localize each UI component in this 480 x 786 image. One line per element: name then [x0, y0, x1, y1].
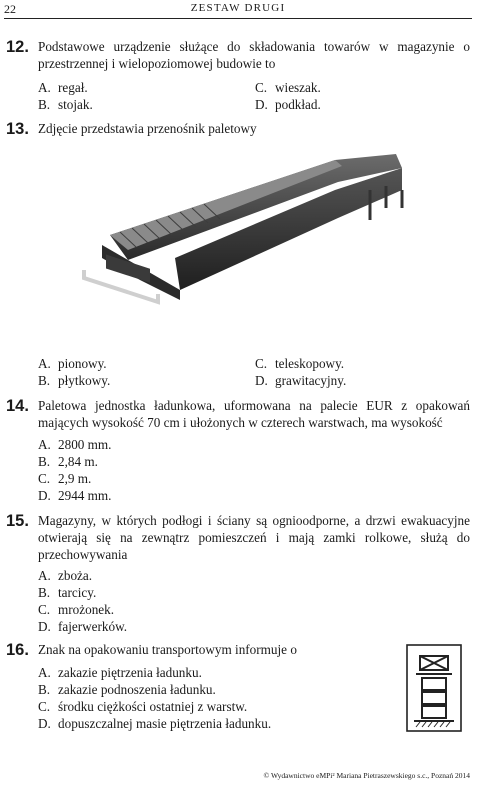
option-b[interactable]	[38, 681, 216, 698]
option-d[interactable]	[38, 715, 271, 732]
option-a[interactable]	[38, 436, 111, 453]
option-text: zakazie podnoszenia ładunku.	[58, 682, 216, 697]
question-14	[6, 397, 470, 431]
option-letter: D.	[255, 373, 268, 388]
option-text: tarcicy.	[58, 585, 97, 600]
option-d[interactable]	[38, 618, 127, 635]
option-d[interactable]	[38, 487, 111, 504]
question-12	[6, 38, 470, 72]
option-letter: B.	[38, 454, 51, 469]
option-text: regał.	[58, 80, 88, 95]
question-number: 16.	[6, 641, 29, 659]
option-a[interactable]	[38, 355, 107, 372]
question-number: 12.	[6, 38, 29, 56]
option-b[interactable]	[38, 96, 93, 113]
question-text: Magazyny, w których podłogi i ściany są ognioodporne, a drzwi ewakuacyjne otwierają się na zewnątrz pomieszczeń i mają zamki rolkowe, służą do przechowywania	[38, 513, 470, 562]
option-letter: A.	[38, 356, 51, 371]
option-b[interactable]	[38, 453, 98, 470]
option-letter: C.	[38, 602, 51, 617]
question-number: 15.	[6, 512, 29, 530]
option-letter: A.	[38, 437, 51, 452]
option-c[interactable]	[255, 355, 344, 372]
option-text: podkład.	[275, 97, 321, 112]
question-number: 14.	[6, 397, 29, 415]
option-letter: A.	[38, 665, 51, 680]
stacking-limit-symbol-icon	[406, 644, 462, 732]
question-text: Znak na opakowaniu transportowym informuje o	[38, 642, 297, 657]
option-letter: D.	[38, 619, 51, 634]
option-c[interactable]	[38, 601, 114, 618]
option-text: 2944 mm.	[58, 488, 112, 503]
option-text: mrożonek.	[58, 602, 115, 617]
section-title: ZESTAW DRUGI	[190, 2, 286, 14]
question-16	[6, 641, 380, 658]
option-text: teleskopowy.	[275, 356, 345, 371]
option-text: pionowy.	[58, 356, 107, 371]
page-number: 22	[4, 2, 16, 16]
option-text: 2800 mm.	[58, 437, 112, 452]
option-d[interactable]	[255, 372, 346, 389]
option-text: stojak.	[58, 97, 93, 112]
option-text: zboża.	[58, 568, 93, 583]
option-letter: B.	[38, 585, 51, 600]
option-text: 2,84 m.	[58, 454, 98, 469]
option-letter: D.	[38, 488, 51, 503]
option-a[interactable]	[38, 664, 202, 681]
option-letter: B.	[38, 97, 51, 112]
option-text: wieszak.	[275, 80, 321, 95]
option-letter: C.	[255, 356, 268, 371]
option-text: 2,9 m.	[58, 471, 92, 486]
question-text: Paletowa jednostka ładunkowa, uformowana na palecie EUR z opakowań mających wysokość 70 cm i ułożonych w czterech warstwach, ma wysokość	[38, 398, 470, 430]
question-text: Zdjęcie przedstawia przenośnik paletowy	[38, 121, 257, 136]
option-letter: B.	[38, 373, 51, 388]
option-text: zakazie piętrzenia ładunku.	[58, 665, 202, 680]
option-letter: D.	[38, 716, 51, 731]
copyright-footer: © Wydawnictwo eMPi² Mariana Pietraszewskiego s.c., Poznań 2014	[263, 771, 470, 780]
option-letter: C.	[38, 699, 51, 714]
page-header	[4, 2, 472, 19]
option-a[interactable]	[38, 567, 92, 584]
option-letter: C.	[255, 80, 268, 95]
option-letter: C.	[38, 471, 51, 486]
option-letter: A.	[38, 568, 51, 583]
option-letter: D.	[255, 97, 268, 112]
option-a[interactable]	[38, 79, 88, 96]
option-letter: B.	[38, 682, 51, 697]
question-15	[6, 512, 470, 563]
question-number: 13.	[6, 120, 29, 138]
option-c[interactable]	[38, 698, 247, 715]
option-text: fajerwerków.	[58, 619, 128, 634]
option-text: grawitacyjny.	[275, 373, 347, 388]
question-text: Podstawowe urządzenie służące do składowania towarów w magazynie o przestrzennej i wielopoziomowej budowie to	[38, 39, 470, 71]
option-text: płytkowy.	[58, 373, 111, 388]
question-13	[6, 120, 470, 137]
option-text: środku ciężkości ostatniej z warstw.	[58, 699, 248, 714]
option-c[interactable]	[255, 79, 321, 96]
conveyor-photo	[80, 150, 410, 310]
option-c[interactable]	[38, 470, 91, 487]
option-d[interactable]	[255, 96, 321, 113]
option-text: dopuszczalnej masie piętrzenia ładunku.	[58, 716, 272, 731]
option-letter: A.	[38, 80, 51, 95]
option-b[interactable]	[38, 372, 110, 389]
option-b[interactable]	[38, 584, 96, 601]
